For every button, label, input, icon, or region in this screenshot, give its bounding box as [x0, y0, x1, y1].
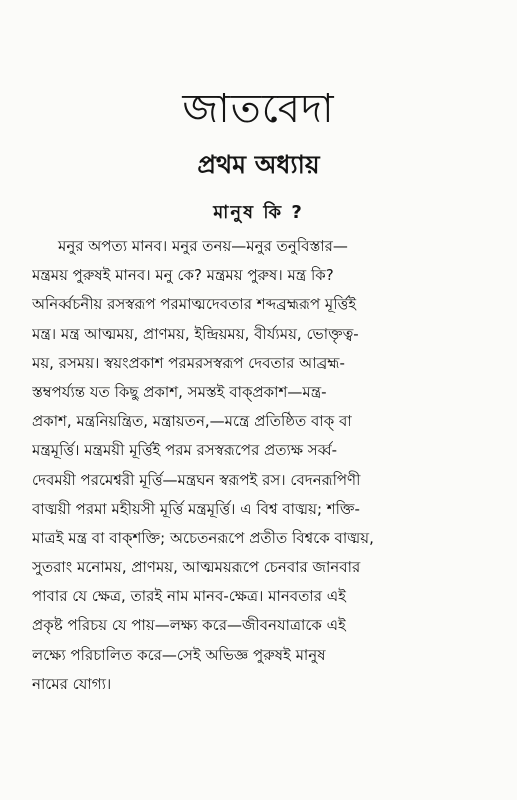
paragraph-line: অনির্ব্বচনীয় রসস্বরূপ পরমাত্মদেবতার শব্দব্রহ্মরূপ মূর্ত্তিই [32, 295, 357, 314]
paragraph-line: মন্ত্র। মন্ত্র আত্মময়, প্রাণময়, ইন্দ্রিয়ময়, বীর্য্যময়, ভোক্তৃত্ব- [32, 324, 359, 343]
paragraph-line: প্রকৃষ্ট পরিচয় যে পায়—লক্ষ্য করে—জীবনযাত্রাকে এই [32, 616, 346, 635]
paragraph-line: পাবার যে ক্ষেত্র, তারই নাম মানব-ক্ষেত্র। মানবতার এই [32, 587, 346, 606]
paragraph-line: স্তম্বপর্য্যন্ত যত কিছু প্রকাশ, সমস্তই বাক্‌প্রকাশ—মন্ত্র- [32, 382, 327, 401]
body-paragraph [32, 232, 502, 699]
paragraph-line: নামের যোগ্য। [32, 674, 112, 693]
section-title: মানুষ কি ? [213, 202, 304, 223]
paragraph-line: বাঙ্ময়ী পরমা মহীয়সী মূর্ত্তি মন্ত্রমূর্ত্তি। এ বিশ্ব বাঙ্ময়; শক্তি- [32, 499, 360, 518]
paragraph-line: মাত্রই মন্ত্র বা বাক্‌শক্তি; অচেতনরূপে প্রতীত বিশ্বকে বাঙ্ময়, [32, 528, 374, 547]
paragraph-line: মনুর অপত্য মানব। মনুর তনয়—মনুর তনুবিস্তার— [58, 237, 348, 255]
paragraph-line: দেবময়ী পরমেশ্বরী মূর্ত্তি—মন্ত্রঘন স্বরূপই রস। বেদনরূপিণী [32, 470, 361, 489]
paragraph-line: মন্ত্রময় পুরুষই মানব। মনু কে? মন্ত্রময় পুরুষ। মন্ত্র কি? [32, 266, 334, 285]
paragraph-line: সুতরাং মনোময়, প্রাণময়, আত্মময়রূপে চেনবার জানবার [32, 558, 361, 577]
paragraph-line: লক্ষ্যে পরিচালিত করে—সেই অভিজ্ঞ পুরুষই মানুষ [32, 645, 326, 664]
chapter-title: প্রথম অধ্যায় [197, 149, 320, 179]
book-title: জাতবেদা [182, 85, 335, 132]
paragraph-line: প্রকাশ, মন্ত্রনিয়ন্ত্রিত, মন্ত্রায়তন,—মন্ত্রে প্রতিষ্ঠিত বাক্‌ বা [32, 412, 352, 431]
paragraph-line: ময়, রসময়। স্বয়ংপ্রকাশ পরমরসস্বরূপ দেবতার আব্রহ্ম- [32, 353, 345, 372]
paragraph-line: মন্ত্রমূর্ত্তি। মন্ত্রময়ী মূর্ত্তিই পরম রসস্বরূপের প্রত্যক্ষ সর্ব্ব- [32, 441, 338, 460]
